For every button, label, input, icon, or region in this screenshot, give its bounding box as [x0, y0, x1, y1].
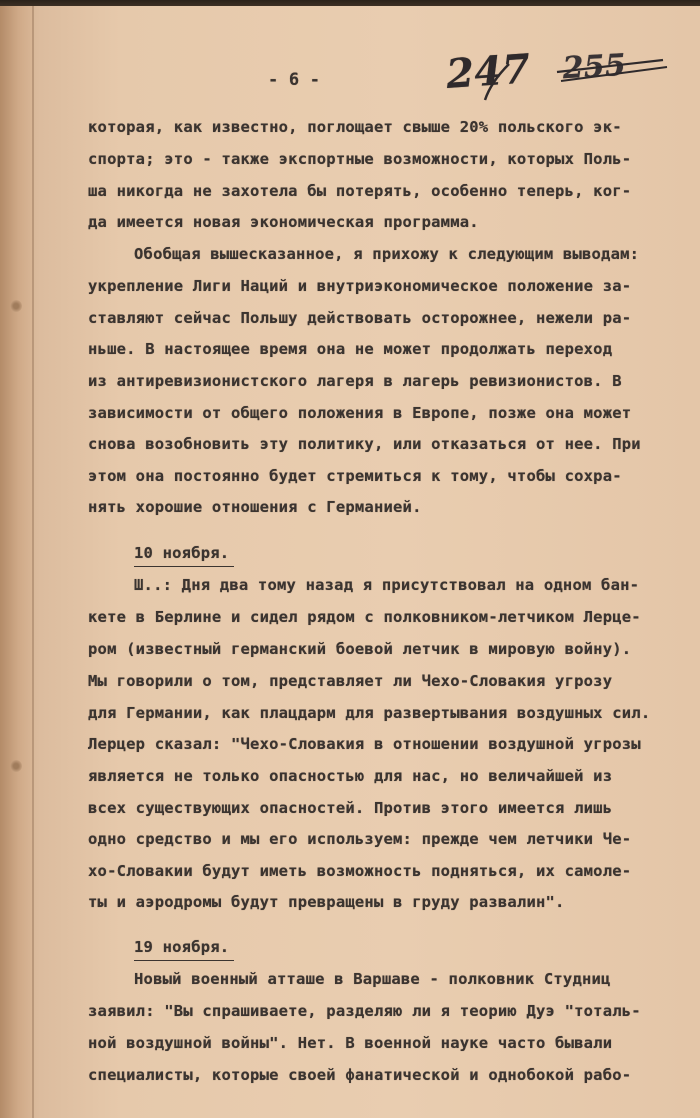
text-line: Ш..: Дня два тому назад я присутствовал на одном бан- [134, 576, 640, 594]
text-line: является не только опасностью для нас, но величайшей из [88, 767, 613, 785]
text-line: спорта; это - также экспортные возможности, которых Поль- [88, 150, 632, 168]
text-line: всех существующих опасностей. Против этого имеется лишь [88, 799, 613, 817]
text-line: которая, как известно, поглощает свыше 20% польского эк- [88, 118, 622, 136]
text-line: хо-Словакии будут иметь возможность подняться, их самоле- [88, 862, 632, 880]
page-binding [0, 0, 34, 1118]
text-line: Обобщая вышесказанное, я прихожу к следующим выводам: [134, 245, 640, 263]
text-line: ной воздушной войны". Нет. В военной науке часто бывали [88, 1034, 613, 1052]
text-line: из антиревизионистского лагеря в лагерь ревизионистов. В [88, 372, 622, 390]
text-line: нять хорошие отношения с Германией. [88, 498, 422, 516]
archive-number: 247 [445, 45, 532, 99]
binding-hole [10, 760, 22, 772]
text-line: ром (известный германский боевой летчик в мировую войну). [88, 640, 632, 658]
archive-folio-mark [445, 42, 685, 112]
text-line: для Германии, как плацдарм для развертывания воздушных сил. [88, 704, 651, 722]
text-line: да имеется новая экономическая программа. [88, 213, 479, 231]
text-line: Мы говорили о том, представляет ли Чехо-Словакия угрозу [88, 672, 613, 690]
text-line: заявил: "Вы спрашиваете, разделяю ли я теорию Дуэ "тоталь- [88, 1002, 641, 1020]
binding-hole [10, 300, 22, 312]
entry-date-heading: 10 ноября. [134, 544, 230, 562]
text-line: ша никогда не захотела бы потерять, особенно теперь, ког- [88, 182, 632, 200]
text-line: ты и аэродромы будут превращены в груду развалин". [88, 893, 565, 911]
archive-number-old: 255 [561, 47, 627, 87]
entry-date-heading: 19 ноября. [134, 938, 230, 956]
binding-fold [32, 0, 34, 1118]
text-line: зависимости от общего положения в Европе, позже она может [88, 404, 632, 422]
text-line: снова возобновить эту политику, или отказаться от нее. При [88, 435, 641, 453]
text-line: кете в Берлине и сидел рядом с полковником-летчиком Лерце- [88, 608, 641, 626]
text-line: специалисты, которые своей фанатической и однобокой рабо- [88, 1066, 632, 1084]
text-line: ньше. В настоящее время она не может продолжать переход [88, 340, 613, 358]
heading-underline [134, 960, 234, 961]
text-line: Новый военный атташе в Варшаве - полковник Студниц [134, 970, 611, 988]
top-edge [0, 0, 700, 6]
text-line: укрепление Лиги Наций и внутриэкономическое положение за- [88, 277, 632, 295]
text-line: ставляют сейчас Польшу действовать осторожнее, нежели ра- [88, 309, 632, 327]
text-line: этом она постоянно будет стремиться к тому, чтобы сохра- [88, 467, 622, 485]
heading-underline [134, 566, 234, 567]
page-number: - 6 - [268, 70, 321, 90]
text-line: одно средство и мы его используем: прежде чем летчики Че- [88, 830, 632, 848]
text-line: Лерцер сказал: "Чехо-Словакия в отношении воздушной угрозы [88, 735, 641, 753]
